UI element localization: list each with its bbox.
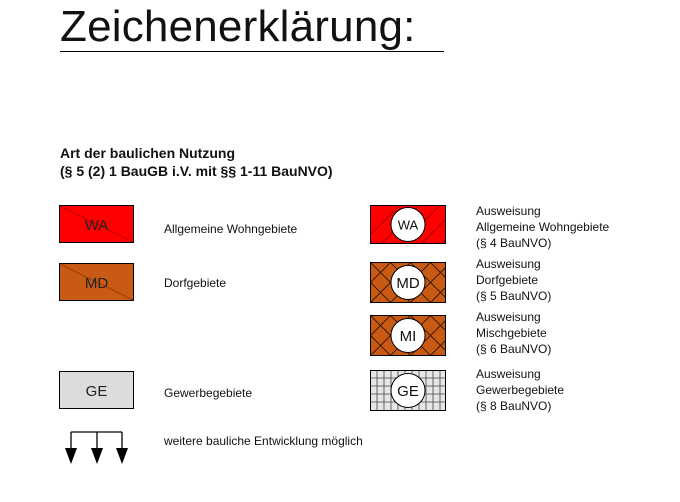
- desc-wa-line3: (§ 4 BauNVO): [476, 236, 552, 250]
- pattern-swatch-wa: [370, 205, 446, 244]
- desc-mi-line2: Mischgebiete: [476, 326, 547, 340]
- desc-ge-line1: Ausweisung: [476, 367, 541, 381]
- pattern-wa-code: WA: [397, 217, 419, 233]
- development-arrows-icon: [62, 428, 132, 466]
- pattern-mi-code: MI: [399, 328, 417, 345]
- swatch-ge-code: GE: [85, 383, 108, 400]
- desc-wa-line1: Ausweisung: [476, 204, 541, 218]
- desc-ge-line2: Gewerbegebiete: [476, 383, 565, 397]
- swatch-ge: [59, 371, 134, 409]
- desc-wa-line2: Allgemeine Wohngebiete: [476, 220, 610, 234]
- swatch-wa: [59, 205, 134, 243]
- desc-md: [476, 256, 551, 304]
- title-underline: [60, 51, 444, 52]
- swatch-wa-code: WA: [84, 217, 109, 234]
- pattern-swatch-md: [370, 262, 446, 303]
- desc-md-line2: Dorfgebiete: [476, 273, 539, 287]
- label-dorfgebiete: Dorfgebiete: [164, 276, 227, 290]
- pattern-swatch-ge: [370, 370, 446, 411]
- pattern-swatch-mi: [370, 315, 446, 356]
- desc-wa: [476, 203, 609, 251]
- desc-mi-line1: Ausweisung: [476, 310, 541, 324]
- label-arrows: weitere bauliche Entwicklung möglich: [164, 434, 363, 448]
- desc-mi: [476, 309, 551, 357]
- section-subheading: (§ 5 (2) 1 BauGB i.V. mit §§ 1-11 BauNVO): [60, 163, 333, 179]
- pattern-md-code: MD: [396, 275, 420, 292]
- label-gewerbegebiete: Gewerbegebiete: [164, 386, 253, 400]
- desc-md-line3: (§ 5 BauNVO): [476, 289, 552, 303]
- page-title: Zeichenerklärung:: [60, 2, 416, 51]
- pattern-ge-code: GE: [397, 383, 419, 400]
- desc-ge-line3: (§ 8 BauNVO): [476, 399, 552, 413]
- desc-mi-line3: (§ 6 BauNVO): [476, 342, 552, 356]
- desc-ge: [476, 366, 564, 414]
- swatch-md-code: MD: [84, 275, 109, 292]
- swatch-md: [59, 263, 134, 301]
- desc-md-line1: Ausweisung: [476, 257, 541, 271]
- section-heading: Art der baulichen Nutzung: [60, 145, 235, 161]
- label-wohngebiete: Allgemeine Wohngebiete: [164, 222, 298, 236]
